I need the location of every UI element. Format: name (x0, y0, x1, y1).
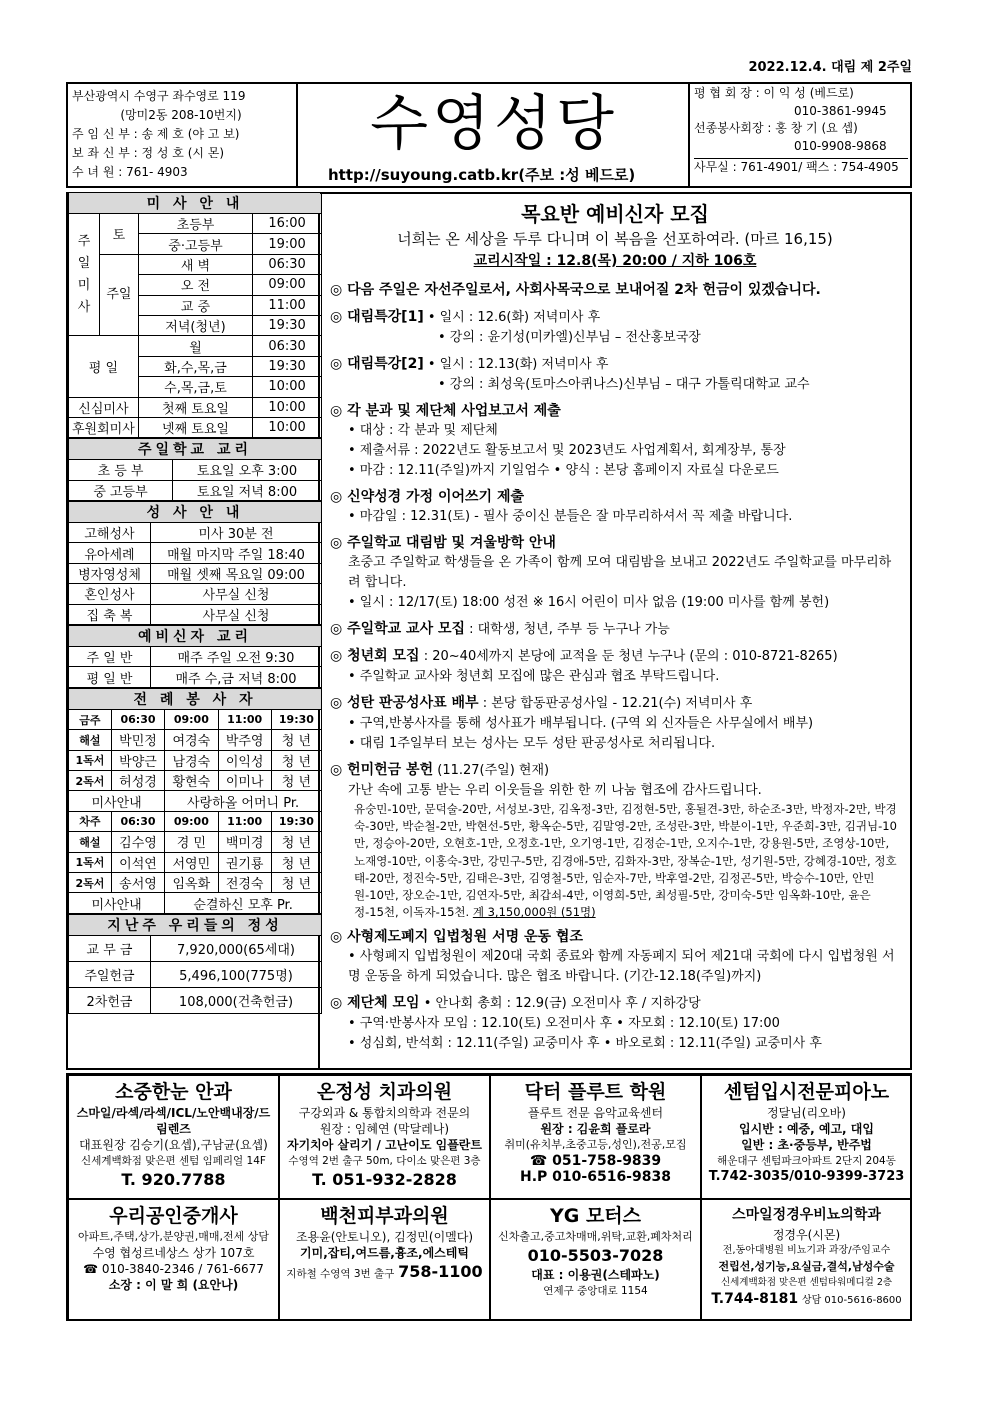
notice-text: • 구역·반봉사자 모임 : 12.10(토) 오전미사 후 • 자모회 : 12.10(토) 17:00 (348, 1016, 780, 1032)
row-label: 병자영성체 (69, 563, 151, 583)
ad-line: 스마일/라섹/라섹/ICL/노안백내장/드림렌즈 (76, 1106, 271, 1136)
catechumen-table (68, 625, 322, 688)
ad-line: 수영 협성르네상스 상가 107호 (92, 1246, 255, 1260)
cell: 송서영 (111, 872, 164, 892)
notice-heading: ◎ 신약성경 가정 이어쓰기 제출 (330, 489, 524, 505)
start-date: 교리시작일 : 12.8(목) 20:00 / 지하 106호 (473, 253, 757, 269)
notice-heading: ◎ 청년회 모집 (330, 648, 420, 664)
servers-title: 전 례 봉 사 자 (69, 688, 322, 709)
cell: 순결하신 모후 Pr. (165, 893, 322, 913)
row-label: 평 일 반 (69, 667, 151, 687)
notice-text: • 강의 : 윤기성(미카엘)신부님 – 전산홍보국장 (438, 330, 701, 345)
ad-name: 온정성 치과의원 (316, 1081, 453, 1103)
cell: 서영민 (165, 852, 218, 872)
ad-line: 일반 : 초·중등부, 반주법 (741, 1138, 872, 1152)
website-url[interactable]: http://suyoung.catb.kr(주보 :성 베드로) (328, 166, 636, 184)
notices-column (320, 192, 912, 1070)
ad-phone: 010-5503-7028 (527, 1246, 664, 1265)
row-label: 2차헌금 (69, 987, 151, 1013)
cell: 이미나 (218, 770, 271, 790)
mass-name: 수,목,금,토 (138, 377, 252, 397)
logo-text: 수영성당 (370, 89, 618, 159)
mass-name: 넷째 토요일 (138, 417, 252, 437)
notice-text: : 20~40세까지 본당에 교적을 둔 청년 누구나 (문의 : 010-8721-8265) (419, 649, 838, 664)
mass-title: 미 사 안 내 (69, 193, 322, 214)
mass-name: 저녁(청년) (138, 315, 252, 335)
assistant-priest: 보 좌 신 부 : 정 성 호 (시 몬) (72, 146, 225, 160)
row-value: 사무실 신청 (151, 584, 322, 604)
ad-line: 지하철 수영역 3번 출구 (286, 1268, 395, 1280)
ad-line: 연제구 중앙대로 1154 (543, 1285, 648, 1297)
ad-line: 자기치아 살리기 / 고난이도 임플란트 (287, 1138, 482, 1152)
cell: 박양근 (111, 750, 164, 770)
notice-text: 가난 속에 고통 받는 우리 이웃들을 위한 한 끼 나눔 협조에 감사드립니다. (348, 783, 762, 798)
notice-heading: ◎ 주일학교 대림밤 및 겨울방학 안내 (330, 535, 556, 551)
servers-table (68, 688, 322, 914)
mass-time: 19:00 (253, 234, 322, 254)
notice-heading: ◎ 헌미헌금 봉헌 (330, 762, 434, 778)
cell: 19:30 (271, 811, 321, 831)
mass-name: 중·고등부 (138, 234, 252, 254)
ad-line: 신차출고,중고차매매,위탁,교환,폐차처리 (498, 1230, 693, 1243)
notice-text: • 주일학교 교사와 청년회 모집에 많은 관심과 협조 부탁드립니다. (348, 669, 720, 684)
cell: 백미경 (218, 832, 271, 852)
ad-phone: T.744-8181 (711, 1291, 799, 1307)
sunday-label: 주일 (100, 254, 139, 336)
row-value: 토요일 저녁 8:00 (173, 480, 322, 500)
notice-text: 초중고 주일학교 학생들을 온 가족이 함께 모여 대림밤을 보내고 2022년도 주일학교를 마무리하려 합니다. (348, 555, 892, 590)
ad-name: 스마일정경우비뇨의학과 (732, 1207, 881, 1223)
cell: 임옥화 (165, 872, 218, 892)
mass-name: 화,수,목,금 (138, 356, 252, 376)
sacrament-title: 성 사 안 내 (69, 502, 322, 523)
service-phone: 010-9908-9868 (794, 138, 887, 153)
row-value: 매월 셋째 목요일 09:00 (151, 563, 322, 583)
notice-text: • 제출서류 : 2022년도 활동보고서 및 2023년도 사업계획서, 회계장부, 통장 (348, 443, 786, 458)
mass-name: 후원회미사 (69, 417, 139, 437)
ad-phone: ☎ 051-758-9839 (529, 1153, 662, 1169)
saturday-label: 토 (100, 214, 139, 255)
notice-heading: ◎ 각 분과 및 제단체 사업보고서 제출 (330, 403, 561, 419)
mass-time: 19:30 (253, 315, 322, 335)
cell: 청 년 (271, 770, 321, 790)
weekday-label: 평 일 (69, 336, 139, 397)
mass-name: 교 중 (138, 295, 252, 315)
row-value: 토요일 오후 3:00 (173, 460, 322, 480)
ad-motors (490, 1199, 701, 1321)
ad-line: 대표원장 김승기(요셉),구남균(요셉) (79, 1138, 268, 1152)
notice-heading: ◎ 대림특강[1] (330, 309, 424, 325)
notice-heading: ◎ 제단체 모임 (330, 995, 420, 1012)
cell: 청 년 (271, 730, 321, 750)
row-label: 주 일 반 (69, 647, 151, 667)
pastor: 주 임 신 부 : 송 제 호 (야 고 보) (72, 127, 240, 141)
mass-time: 10:00 (253, 417, 322, 437)
notice-heading: ◎ 사형제도폐지 입법청원 서명 운동 협조 (330, 929, 583, 946)
notice-text: • 마감 : 12.11(주일)까지 기일엄수 • 양식 : 본당 홈페이지 자료실 다운로드 (348, 463, 779, 478)
cell: 사랑하올 어머니 Pr. (165, 791, 322, 811)
notice-text: : 대학생, 청년, 주부 등 누구나 가능 (465, 622, 670, 637)
office-phone: 사무실 : 761-4901/ 팩스 : 754-4905 (694, 158, 908, 177)
cell: 금주 (69, 709, 112, 729)
row-value: 7,920,000(65세대) (151, 935, 322, 961)
ad-line: 대표 : 이용권(스테파노) (531, 1268, 660, 1282)
cell: 청 년 (271, 750, 321, 770)
ad-line: 전,동아대병원 비뇨기과 과장/주임교수 (722, 1245, 891, 1256)
ad-name: 센텀입시전문피아노 (723, 1081, 890, 1103)
row-label: 고해성사 (69, 523, 151, 543)
left-column (66, 192, 320, 1070)
ad-phone: T.742-3035/010-9399-3723 (708, 1169, 905, 1184)
address-detail: (망미2동 208-10번지) (120, 108, 242, 122)
ad-piano (701, 1075, 912, 1199)
mass-name: 초등부 (138, 214, 252, 234)
ad-phone: T. 920.7788 (121, 1170, 226, 1189)
row-label: 집 축 복 (69, 604, 151, 624)
mass-time: 11:00 (253, 295, 322, 315)
cell: 09:00 (165, 811, 218, 831)
ad-phone: H.P 010-6516-9838 (520, 1169, 671, 1185)
offering-title: 지난주 우리들의 정성 (69, 914, 322, 935)
mass-time: 19:30 (253, 356, 322, 376)
mass-name: 신심미사 (69, 397, 139, 417)
ad-line: 원장 : 임혜연 (막달레나) (319, 1122, 450, 1136)
ad-line: 신세계백화점 맞은편 센텀 임페리얼 14F (81, 1155, 266, 1167)
row-value: 5,496,100(775명) (151, 961, 322, 987)
row-label: 유아세례 (69, 543, 151, 563)
sacrament-table (68, 501, 322, 625)
president-phone: 010-3861-9945 (794, 103, 887, 118)
cell: 차주 (69, 811, 112, 831)
mass-time: 06:30 (253, 254, 322, 274)
nun-phone: 수 녀 원 : 761- 4903 (72, 165, 188, 179)
cell: 1독서 (69, 750, 112, 770)
mass-time: 10:00 (253, 397, 322, 417)
ad-name: 우리공인중개사 (109, 1205, 238, 1227)
ad-phone: T. 051-932-2828 (312, 1170, 457, 1189)
cell: 해설 (69, 730, 112, 750)
cell: 남경숙 (165, 750, 218, 770)
ad-name: 소중한눈 안과 (115, 1081, 232, 1103)
ad-line: ☎ 010-3840-2346 / 761-6677 (83, 1262, 264, 1276)
mass-time: 06:30 (253, 336, 322, 356)
catechumen-title: 예비신자 교리 (69, 626, 322, 647)
donation-total: 계 3,150,000원 (51명) (472, 905, 596, 920)
ad-line: 상담 010-5616-8600 (801, 1295, 902, 1306)
cell: 허성경 (111, 770, 164, 790)
notice-heading: ◎ 주일학교 교사 모집 (330, 621, 466, 637)
cell: 1독서 (69, 852, 112, 872)
ad-realestate (68, 1199, 279, 1321)
mass-time: 10:00 (253, 377, 322, 397)
cell: 전경숙 (218, 872, 271, 892)
notice-text: : 본당 합동판공성사일 - 12.21(수) 저녁미사 후 (478, 696, 753, 711)
cell: 황현숙 (165, 770, 218, 790)
cell: 김수영 (111, 832, 164, 852)
notice-heading: ◎ 성탄 판공성사표 배부 (330, 695, 479, 711)
mass-name: 첫째 토요일 (138, 397, 252, 417)
notice-text: • 강의 : 최성욱(토마스아퀴나스)신부님 – 대구 가톨릭대학교 교수 (438, 377, 810, 392)
row-label: 주일헌금 (69, 961, 151, 987)
bulletin-date: 2022.12.4. 대림 제 2주일 (748, 60, 912, 75)
ad-line: 조용윤(안토니오), 김정민(이멜다) (295, 1230, 474, 1244)
mass-name: 월 (138, 336, 252, 356)
row-value: 108,000(건축헌금) (151, 987, 322, 1013)
notice-item: ◎ 다음 주일은 자선주일로서, 사회사목국으로 보내어질 2차 헌금이 있겠습니다. (330, 282, 821, 298)
ad-eye-clinic (68, 1075, 279, 1199)
row-label: 초 등 부 (69, 460, 173, 480)
cell: 미사안내 (69, 791, 165, 811)
mass-name: 오 전 (138, 275, 252, 295)
mass-time: 16:00 (253, 214, 322, 234)
ad-name: 닥터 플루트 학원 (524, 1081, 667, 1103)
row-label: 혼인성사 (69, 584, 151, 604)
cell: 이석연 (111, 852, 164, 872)
notice-text: • 사형폐지 입법청원이 제20대 국회 종료와 함께 자동폐지 되어 제21대 국회에 다시 입법청원 서명 운동을 하게 되었습니다. 많은 협조 바랍니다. (기간-12.18(주일)까지) (348, 949, 895, 985)
row-value: 미사 30분 전 (151, 523, 322, 543)
ad-phone: 758-1100 (398, 1262, 483, 1281)
ad-line: 아파트,주택,상가,분양권,매매,전세 상담 (78, 1230, 269, 1243)
cell: 박민정 (111, 730, 164, 750)
ad-line: 구강외과 & 통합치의학과 전문의 (298, 1106, 471, 1120)
row-label: 중 고등부 (69, 480, 173, 500)
ad-name: 백천피부과의원 (320, 1205, 449, 1227)
row-label: 교 무 금 (69, 935, 151, 961)
ads-section (66, 1073, 912, 1321)
cell: 2독서 (69, 872, 112, 892)
ad-line: 입시반 : 예중, 예고, 대입 (739, 1122, 874, 1136)
notice-heading: ◎ 대림특강[2] (330, 356, 424, 372)
ad-flute (490, 1075, 701, 1199)
ad-line: 플루트 전문 음악교육센터 (527, 1106, 664, 1120)
notice-text: • 대상 : 각 분과 및 제단체 (348, 423, 498, 438)
bible-verse: 너희는 온 세상을 두루 다니며 이 복음을 선포하여라. (마르 16,15) (397, 230, 833, 248)
ad-line: 정경우(시몬) (772, 1228, 841, 1242)
officers-info (688, 82, 912, 188)
notice-text: • 일시 : 12/17(토) 18:00 성전 ※ 16시 어린이 미사 없음 (19:00 미사를 함께 봉헌) (348, 595, 830, 610)
ad-line: 전립선,성기능,요실금,결석,남성수술 (718, 1260, 895, 1273)
notice-text: (11.27(주일) 현재) (433, 763, 550, 778)
mass-schedule-table (68, 192, 322, 438)
notice-text: • 성심회, 반석회 : 12.11(주일) 교중미사 후 • 바오로회 : 12.11(주일) 교중미사 후 (348, 1036, 822, 1052)
ad-line: 해운대구 센텀파크아파트 2단지 204동 (717, 1155, 896, 1167)
school-table (68, 438, 322, 501)
service-head: 선종봉사회장 : 홍 창 기 (요 셉) (694, 121, 858, 135)
cell: 09:00 (165, 709, 218, 729)
notice-text: • 안나회 총회 : 12.9(금) 오전미사 후 / 지하강당 (419, 996, 701, 1012)
row-value: 사무실 신청 (151, 604, 322, 624)
address-line: 부산광역시 수영구 좌수영로 119 (72, 89, 246, 103)
cell: 해설 (69, 832, 112, 852)
school-title: 주일학교 교리 (69, 439, 322, 460)
cell: 이익성 (218, 750, 271, 770)
notice-text: • 대림 1주일부터 보는 성사는 모두 성탄 판공성사로 처리됩니다. (348, 736, 716, 751)
row-value: 매주 수,금 저녁 8:00 (151, 667, 322, 687)
ad-dental (279, 1075, 490, 1199)
mass-time: 09:00 (253, 275, 322, 295)
cell: 2독서 (69, 770, 112, 790)
cell: 청 년 (271, 872, 321, 892)
cell: 미사안내 (69, 893, 165, 913)
ad-line: 원장 : 김윤희 플로라 (540, 1122, 651, 1136)
donor-list: 유숭민-10만, 문덕술-20만, 서성보-3만, 김옥정-3만, 김정현-5만, 홍될견-3만, 하순조-3만, 박정자-2만, 박경숙-30만, 박순철-2만, 박현선-5만, 황옥순-5만, 김말영-2만, 조성란-3만, 박분이-1만, 우준희-3만, 김귀님-10만, 정승아-20만, 오현호-1만, 오정호-1만, 오기영-1만, 김정순-1만, 오지수-1만, 강용원-5만, 조영상-10만, 노재영-10만, 이홍숙-3만, 강민구-5만, 김경애-5만, 김화자-3만, 장복순-1만, 성기원-5만, 강혜경-10만, 정호태-20만, 정진숙-5만, 김태은-3만, 김영철-5만, 임순자-7만, 박후열-2만, 김정곤-5만, 박승수-10만, 안민원-10만, 장오순-1만, 김연자-5만, 최갑쇠-4만, 이영희-5만, 최성필-5만, 강미숙-5만 임옥화-10만, 윤은정-15천, 이독자-15천. (354, 802, 897, 920)
offering-table (68, 914, 322, 1014)
ad-dermatology (279, 1199, 490, 1321)
cell: 경 민 (165, 832, 218, 852)
cell: 박주영 (218, 730, 271, 750)
cell: 11:00 (218, 811, 271, 831)
cell: 11:00 (218, 709, 271, 729)
cell: 여경숙 (165, 730, 218, 750)
notice-title: 목요반 예비신자 모집 (521, 202, 709, 226)
notice-text: • 일시 : 12.6(화) 저녁미사 후 (427, 310, 601, 325)
row-value: 매월 마지막 주일 18:40 (151, 543, 322, 563)
cell: 19:30 (271, 709, 321, 729)
ad-line: 신세계백화점 맞은편 센텀타워메디컬 2층 (720, 1277, 893, 1288)
ad-line: 기미,잡티,여드름,흉조,에스테틱 (300, 1246, 469, 1260)
ad-urology (701, 1199, 912, 1321)
sunday-mass-label: 주일미사 (69, 214, 100, 336)
church-info (66, 82, 298, 188)
ad-line: 정달님(리오바) (767, 1106, 846, 1120)
council-president: 평 협 회 장 : 이 익 성 (베드로) (694, 86, 854, 100)
cell: 청 년 (271, 832, 321, 852)
ad-line: 취미(유치부,초중고등,성인),전공,모집 (504, 1138, 687, 1151)
notice-text: • 마감일 : 12.31(토) - 필사 중이신 분들은 잘 마무리하셔서 꼭 제출 바랍니다. (348, 509, 793, 524)
church-logo (300, 84, 688, 188)
notice-text: • 일시 : 12.13(화) 저녁미사 후 (427, 357, 609, 372)
cell: 권기룡 (218, 852, 271, 872)
cell: 06:30 (111, 709, 164, 729)
cell: 06:30 (111, 811, 164, 831)
notice-text: • 구역,반봉사자를 통해 성사표가 배부됩니다. (구역 외 신자들은 사무실에서 배부) (348, 716, 814, 731)
cell: 청 년 (271, 852, 321, 872)
ad-line: 소장 : 이 말 희 (요안나) (108, 1278, 239, 1292)
ad-line: 수영역 2번 출구 50m, 다이소 맞은편 3층 (288, 1155, 481, 1167)
mass-name: 새 벽 (138, 254, 252, 274)
row-value: 매주 주일 오전 9:30 (151, 647, 322, 667)
ad-name: YG 모터스 (549, 1205, 642, 1227)
